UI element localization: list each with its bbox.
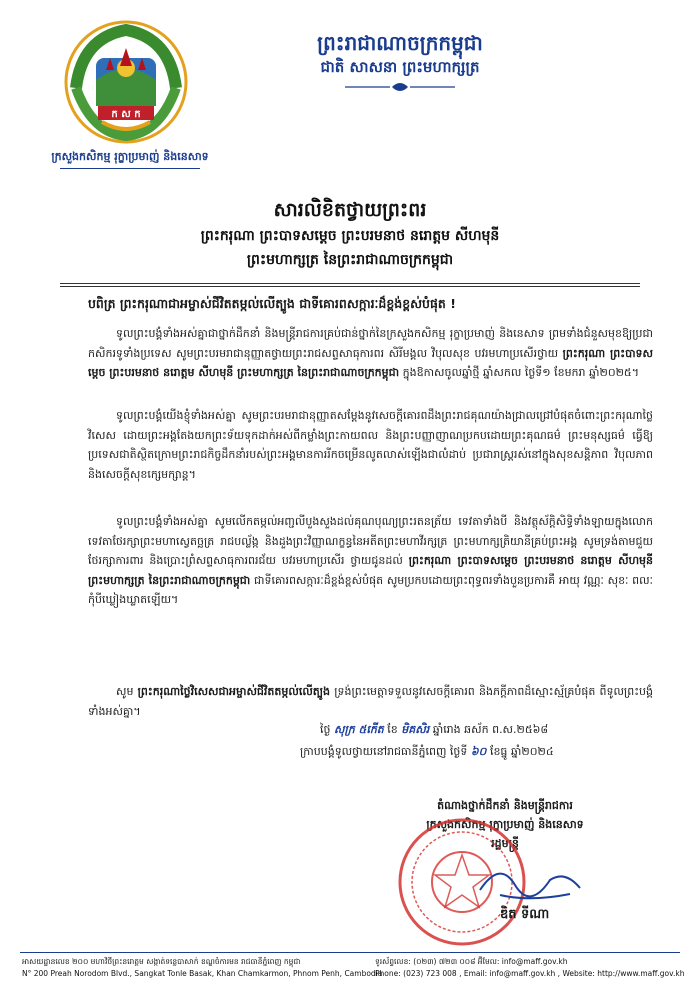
footer-contact-khmer: ទូរស័ព្ទលេខ: (០២៣) ៧២៣ ០០៨ អ៊ីមែល: info@maff.gov.kh bbox=[375, 957, 568, 966]
footer-divider bbox=[20, 952, 680, 953]
lunar-day-handwritten: សុក្រ ៥កើត bbox=[333, 723, 384, 736]
lunar-day-prefix: ថ្ងៃ bbox=[320, 723, 331, 736]
footer-address bbox=[22, 956, 382, 980]
paragraph-4 bbox=[88, 682, 653, 721]
title-line-3: ព្រះមហាក្សត្រ នៃព្រះរាជាណាចក្រកម្ពុជា bbox=[246, 252, 454, 268]
kingdom-name: ព្រះរាជាណាចក្រកម្ពុជា bbox=[317, 31, 483, 55]
ornament-divider bbox=[340, 81, 460, 93]
divider-bottom bbox=[60, 286, 640, 287]
p3-king-title: ព្រះករុណា ព្រះបាទសម្តេច ព្រះបរមនាថ នរោត្តម សីហមុនី ព្រះមហាក្សត្រ នៃព្រះរាជាណាចក្រកម្ពុជា bbox=[88, 554, 654, 587]
ministry-underline bbox=[60, 168, 200, 169]
footer-contact-english: Phone: (023) 723 008 , Email: info@maff.gov.kh , Website: http://www.maff.gov.kh bbox=[375, 969, 685, 978]
p1-text-a: ទូលព្រះបង្គំទាំងអស់គ្នាជាថ្នាក់ដឹកនាំ និងមន្ត្រីរាជការគ្រប់ជាន់ថ្នាក់នៃក្រសួងកសិកម្ម រុក្ខាប្រមាញ់ និងនេសាទ ព្រមទាំងជំនួសមុខឱ្យប្រជាកសិករទូទាំងប្រទេស សូមព្រះបរមរាជានុញ្ញាតថ្វាយព្រះរាជសព្ទសាធុការពរ សិរីមង្គល វិបុលសុខ បវរមហាប្រសើរថ្វាយ bbox=[88, 327, 653, 360]
lunar-year: ឆ្នាំរោង ឆស័ក ព.ស.២៥៦៨ bbox=[432, 723, 549, 736]
p4-text-c: ទ្រង់ព្រះមេត្តាទទួលនូវសេចក្តីគោរព និងភក្តីភាពដ៏ស្មោះស្ម័គ្របំផុត ពីទូលព្រះបង្គំទាំងអស់គ្នា។ bbox=[88, 685, 653, 718]
paragraph-3 bbox=[88, 512, 653, 610]
emblem-label: ក ស ក bbox=[111, 109, 141, 120]
title-line-1: សារលិខិតថ្វាយព្រះពរ bbox=[273, 199, 427, 221]
p4-text-a: សូម bbox=[116, 685, 138, 698]
footer-address-khmer: អាសយដ្ឋានលេខ ២០០ មហាវិថីព្រះនរោត្តម សង្កាត់ទន្លេបាសាក់ ខណ្ឌចំការមន រាជធានីភ្នំពេញ កម្ពុជា bbox=[22, 957, 301, 966]
p3-text-a: ទូលព្រះបង្គំទាំងអស់គ្នា សូមលើកតម្កល់អញ្ជលីបួងសួងដល់គុណបុណ្យព្រះរតនត្រ័យ ទេវតាទាំងបី និងវត្ថុស័ក្តិសិទ្ធិទាំងឡាយក្នុងលោក ទេវតាថែរក្សាព្រះមហាស្វេតច្ឆត្រ រាជបល្ល័ង្ក និងដួងព្រះវិញ្ញាណក្ខន្ធនៃអតីតព្រះមហាវីរក្សត្រ ព្រះមហាក្សត្រិយានីគ្រប់ព្រះអង្គ សូមទ្រង់តាមជួយថែរក្សាការពារ និងប្រោះព្រំសព្ទសាធុការពរជ័យ បវរមហាប្រសើរ ថ្វាយជូនដល់ bbox=[88, 515, 653, 567]
salutation: បពិត្រ ព្រះករុណាជាអម្ចាស់ជីវិតតម្កល់លើត្បូង ជាទីគោរពសក្ការៈដ៏ខ្ពង់ខ្ពស់បំផុត ! bbox=[88, 296, 456, 311]
lunar-month-handwritten: មិគសិរ bbox=[401, 723, 430, 736]
national-motto: ជាតិ សាសនា ព្រះមហាក្សត្រ bbox=[320, 58, 480, 76]
solar-date-suffix: ខែធ្នូ ឆ្នាំ២០២៤ bbox=[489, 745, 554, 758]
divider-top bbox=[60, 283, 640, 284]
paragraph-2: ទូលព្រះបង្គំយើងខ្ញុំទាំងអស់គ្នា សូមព្រះបរមរាជានុញ្ញាតសម្តែងនូវសេចក្តីគោរពដឹងព្រះរាជគុណយ៉ាងជ្រាលជ្រៅបំផុតចំពោះព្រះករុណាថ្លៃវិសេស ដោយព្រះអង្គតែងយកព្រះទ័យទុកដាក់អស់ពីកម្លាំងព្រះកាយពល និងព្រះបញ្ញាញាណប្រកបដោយព្រះគុណធម៌ ព្រះមនុស្សធម៌ ធ្វើឱ្យប្រទេសជាតិស្ថិតក្រោមព្រះរាជកិច្ចដឹកនាំរបស់ព្រះអង្គមានការរីកចម្រើនលូតលាស់ឡើងជាលំដាប់ ប្រជារាស្ត្ររស់នៅក្នុងសុខសន្តិភាព វិបុលភាព និងសេចក្តីសុខក្សេមក្សាន្ត។ bbox=[88, 409, 653, 481]
p3-text-c: ជាទីគោរពសក្ការៈដ៏ខ្ពង់ខ្ពស់បំផុត សូមប្រកបដោយព្រះពុទ្ធពរទាំងបួនប្រការគឺ អាយុ វណ្ណៈ សុខៈ ពលៈ កុំបីឃ្លៀងឃ្លាតឡើយ។ bbox=[88, 573, 653, 606]
ministry-name: ក្រសួងកសិកម្ម រុក្ខាប្រមាញ់ និងនេសាទ bbox=[51, 150, 209, 163]
signatory-name: ឌិត ទីណា bbox=[500, 907, 550, 922]
handwritten-signature bbox=[470, 850, 600, 910]
lunar-month-prefix: ខែ bbox=[387, 723, 398, 736]
p1-text-c: ក្នុងឱកាសចូលឆ្នាំថ្មី ឆ្នាំសកល ថ្ងៃទី១ ខែមករា ឆ្នាំ២០២៥។ bbox=[399, 366, 639, 379]
footer-contact bbox=[375, 956, 684, 980]
signature-line-3: រដ្ឋមន្ត្រី bbox=[491, 837, 519, 850]
kingdom-header bbox=[250, 30, 550, 97]
signature-line-2: ក្រសួងកសិកម្ម រុក្ខាប្រមាញ់ និងនេសាទ bbox=[426, 818, 584, 831]
solar-date-prefix: ក្រាបបង្គំទូលថ្វាយនៅរាជធានីភ្នំពេញ ថ្ងៃទី bbox=[300, 745, 468, 758]
lunar-date bbox=[320, 720, 548, 740]
signature-line-1: តំណាងថ្នាក់ដឹកនាំ និងមន្ត្រីរាជការ bbox=[437, 799, 573, 812]
letter-title bbox=[150, 196, 550, 272]
p1-king-title: ព្រះករុណា ព្រះបាទសម្តេច ព្រះបរមនាថ នរោត្តម សីហមុនី ព្រះមហាក្សត្រ នៃព្រះរាជាណាចក្រកម្ពុជា bbox=[88, 346, 653, 379]
solar-day-handwritten: ៦០ bbox=[470, 745, 487, 758]
paragraph-1 bbox=[88, 324, 653, 383]
p4-king-epithet: ព្រះករុណាថ្លៃវិសេសជាអម្ចាស់ជីវិតតម្កល់លើត្បូង bbox=[137, 685, 331, 698]
title-line-2: ព្រះករុណា ព្រះបាទសម្តេច ព្រះបរមនាថ នរោត្តម សីហមុនី bbox=[200, 228, 500, 244]
solar-date bbox=[300, 742, 554, 762]
footer-address-english: N° 200 Preah Norodom Blvd., Sangkat Tonle Basak, Khan Chamkarmon, Phnom Penh, Cambodia bbox=[22, 969, 383, 978]
ministry-emblem-logo bbox=[62, 18, 190, 146]
